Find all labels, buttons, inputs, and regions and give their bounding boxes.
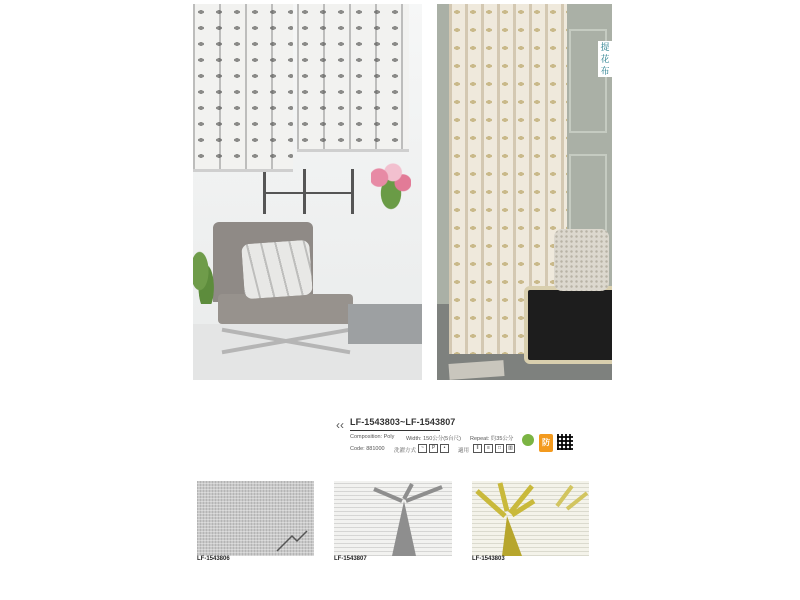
armchair bbox=[524, 286, 612, 364]
roman-blind-left bbox=[193, 4, 293, 172]
swatch-label: LF-1543803 bbox=[472, 556, 505, 562]
fabric-swatch[interactable] bbox=[472, 481, 589, 556]
plant bbox=[193, 249, 215, 304]
iron-icon: • bbox=[440, 444, 449, 453]
repeat-text: Repeat: 約35公分 bbox=[470, 436, 514, 442]
roman-blind-right bbox=[297, 4, 409, 152]
title-underline bbox=[350, 430, 440, 431]
pillow bbox=[241, 240, 313, 300]
room-photo-right bbox=[437, 4, 612, 380]
window-frame bbox=[263, 192, 353, 194]
use-label: 適用 bbox=[458, 448, 470, 454]
fabric-swatch[interactable] bbox=[334, 481, 452, 556]
curtain-use-icon: ‖ bbox=[473, 444, 482, 453]
cushion bbox=[554, 229, 609, 291]
swatch-label: LF-1543806 bbox=[197, 556, 230, 562]
blind-use-icon: ≡ bbox=[484, 444, 493, 453]
side-tab-label: 提花布 bbox=[598, 41, 612, 77]
flower-vase bbox=[371, 162, 411, 214]
swatch-pattern bbox=[334, 481, 452, 556]
eco-leaf-icon bbox=[522, 434, 534, 446]
roman-shade-use-icon: □ bbox=[495, 444, 504, 453]
swatch-label: LF-1543807 bbox=[334, 556, 367, 562]
product-title: LF-1543803~LF-1543807 bbox=[350, 417, 456, 427]
window-use-icon: ▥ bbox=[506, 444, 515, 453]
qr-code-icon bbox=[557, 434, 573, 450]
coffee-table bbox=[348, 304, 422, 344]
width-text: Width: 150公分(5台尺) bbox=[406, 436, 462, 442]
fire-retardant-icon: 防 bbox=[539, 434, 553, 452]
code-text: Code: 881000 bbox=[350, 446, 385, 452]
wash-icon: ~ bbox=[418, 444, 427, 453]
room-photo-left bbox=[193, 4, 422, 380]
fabric-swatch[interactable] bbox=[197, 481, 314, 556]
chevron-left-icon[interactable]: ‹‹ bbox=[336, 418, 344, 432]
swatch-pattern bbox=[472, 481, 589, 556]
wall-panel bbox=[569, 154, 607, 238]
wash-label: 洗濯方式 bbox=[394, 448, 417, 454]
composition-text: Composition: Poly bbox=[350, 434, 395, 440]
product-info bbox=[336, 413, 586, 458]
swatch-pattern bbox=[197, 481, 314, 556]
dry-clean-icon: P bbox=[429, 444, 438, 453]
chair-seat bbox=[218, 294, 353, 324]
